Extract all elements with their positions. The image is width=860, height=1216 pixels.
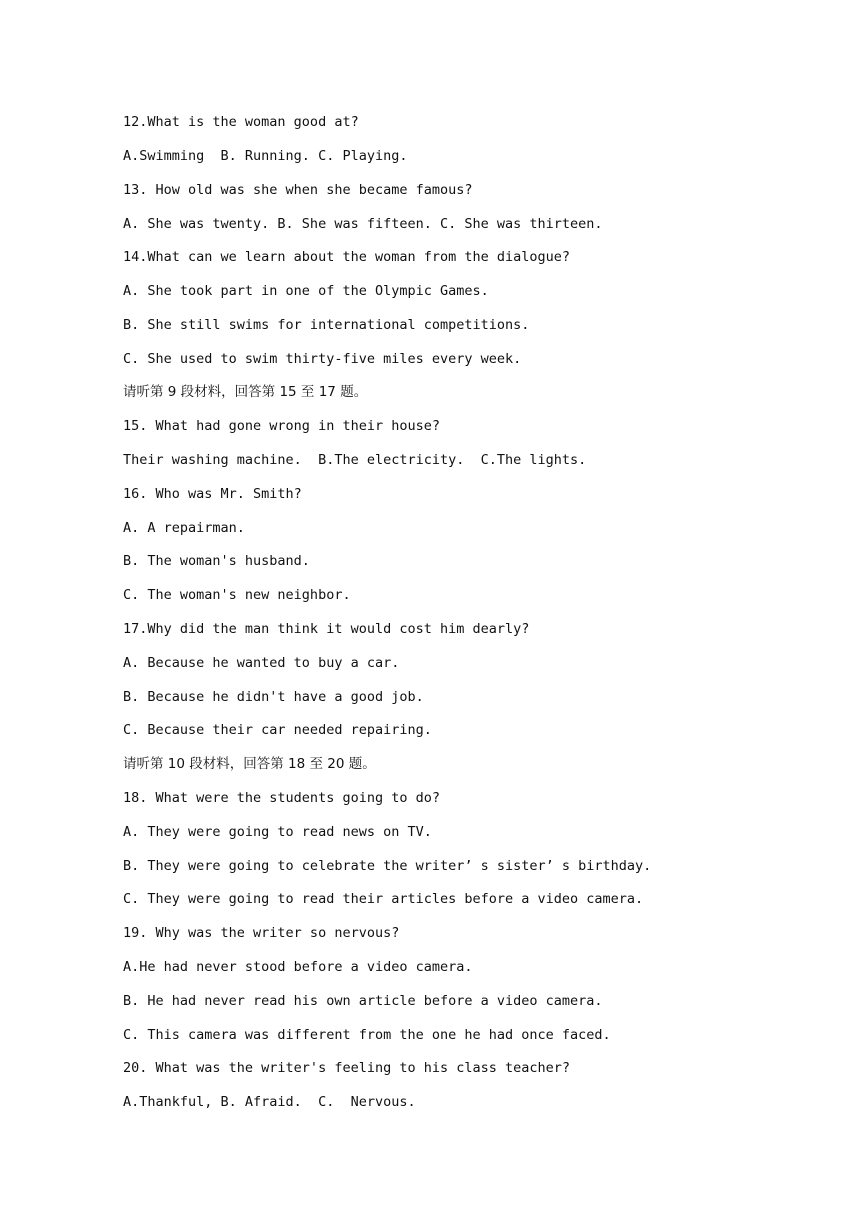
question-18-option-a: A. They were going to read news on TV.: [123, 824, 432, 840]
question-14-option-c: C. She used to swim thirty-five miles every week.: [123, 351, 522, 367]
question-20-options: A.Thankful, B. Afraid. C. Nervous.: [123, 1094, 416, 1110]
question-15-stem: 15. What had gone wrong in their house?: [123, 418, 440, 434]
question-19-option-c: C. This camera was different from the one he had once faced.: [123, 1027, 611, 1043]
question-16-stem: 16. Who was Mr. Smith?: [123, 486, 302, 502]
section-instruction-9: 请听第 9 段材料，回答第 15 至 17 题。: [123, 384, 368, 400]
question-19-option-b: B. He had never read his own article before a video camera.: [123, 993, 603, 1009]
question-14-stem: 14.What can we learn about the woman from the dialogue?: [123, 249, 571, 265]
question-17-option-b: B. Because he didn't have a good job.: [123, 689, 424, 705]
question-15-options: Their washing machine. B.The electricity. C.The lights.: [123, 452, 587, 468]
question-16-option-b: B. The woman's husband.: [123, 553, 310, 569]
question-20-stem: 20. What was the writer's feeling to his class teacher?: [123, 1060, 571, 1076]
question-19-stem: 19. Why was the writer so nervous?: [123, 925, 400, 941]
question-16-option-a: A. A repairman.: [123, 520, 245, 536]
question-18-stem: 18. What were the students going to do?: [123, 790, 440, 806]
section-instruction-10: 请听第 10 段材料，回答第 18 至 20 题。: [123, 756, 376, 772]
question-17-option-c: C. Because their car needed repairing.: [123, 722, 432, 738]
question-13-options: A. She was twenty. B. She was fifteen. C. She was thirteen.: [123, 216, 603, 232]
question-14-option-a: A. She took part in one of the Olympic Games.: [123, 283, 489, 299]
question-17-option-a: A. Because he wanted to buy a car.: [123, 655, 400, 671]
question-12-options: A.Swimming B. Running. C. Playing.: [123, 148, 408, 164]
question-19-option-a: A.He had never stood before a video camera.: [123, 959, 473, 975]
question-14-option-b: B. She still swims for international competitions.: [123, 317, 530, 333]
question-13-stem: 13. How old was she when she became famous?: [123, 182, 473, 198]
question-17-stem: 17.Why did the man think it would cost him dearly?: [123, 621, 530, 637]
question-16-option-c: C. The woman's new neighbor.: [123, 587, 351, 603]
question-12-stem: 12.What is the woman good at?: [123, 114, 359, 130]
question-18-option-b: B. They were going to celebrate the writer’ s sister’ s birthday.: [123, 858, 652, 874]
question-18-option-c: C. They were going to read their articles before a video camera.: [123, 891, 644, 907]
